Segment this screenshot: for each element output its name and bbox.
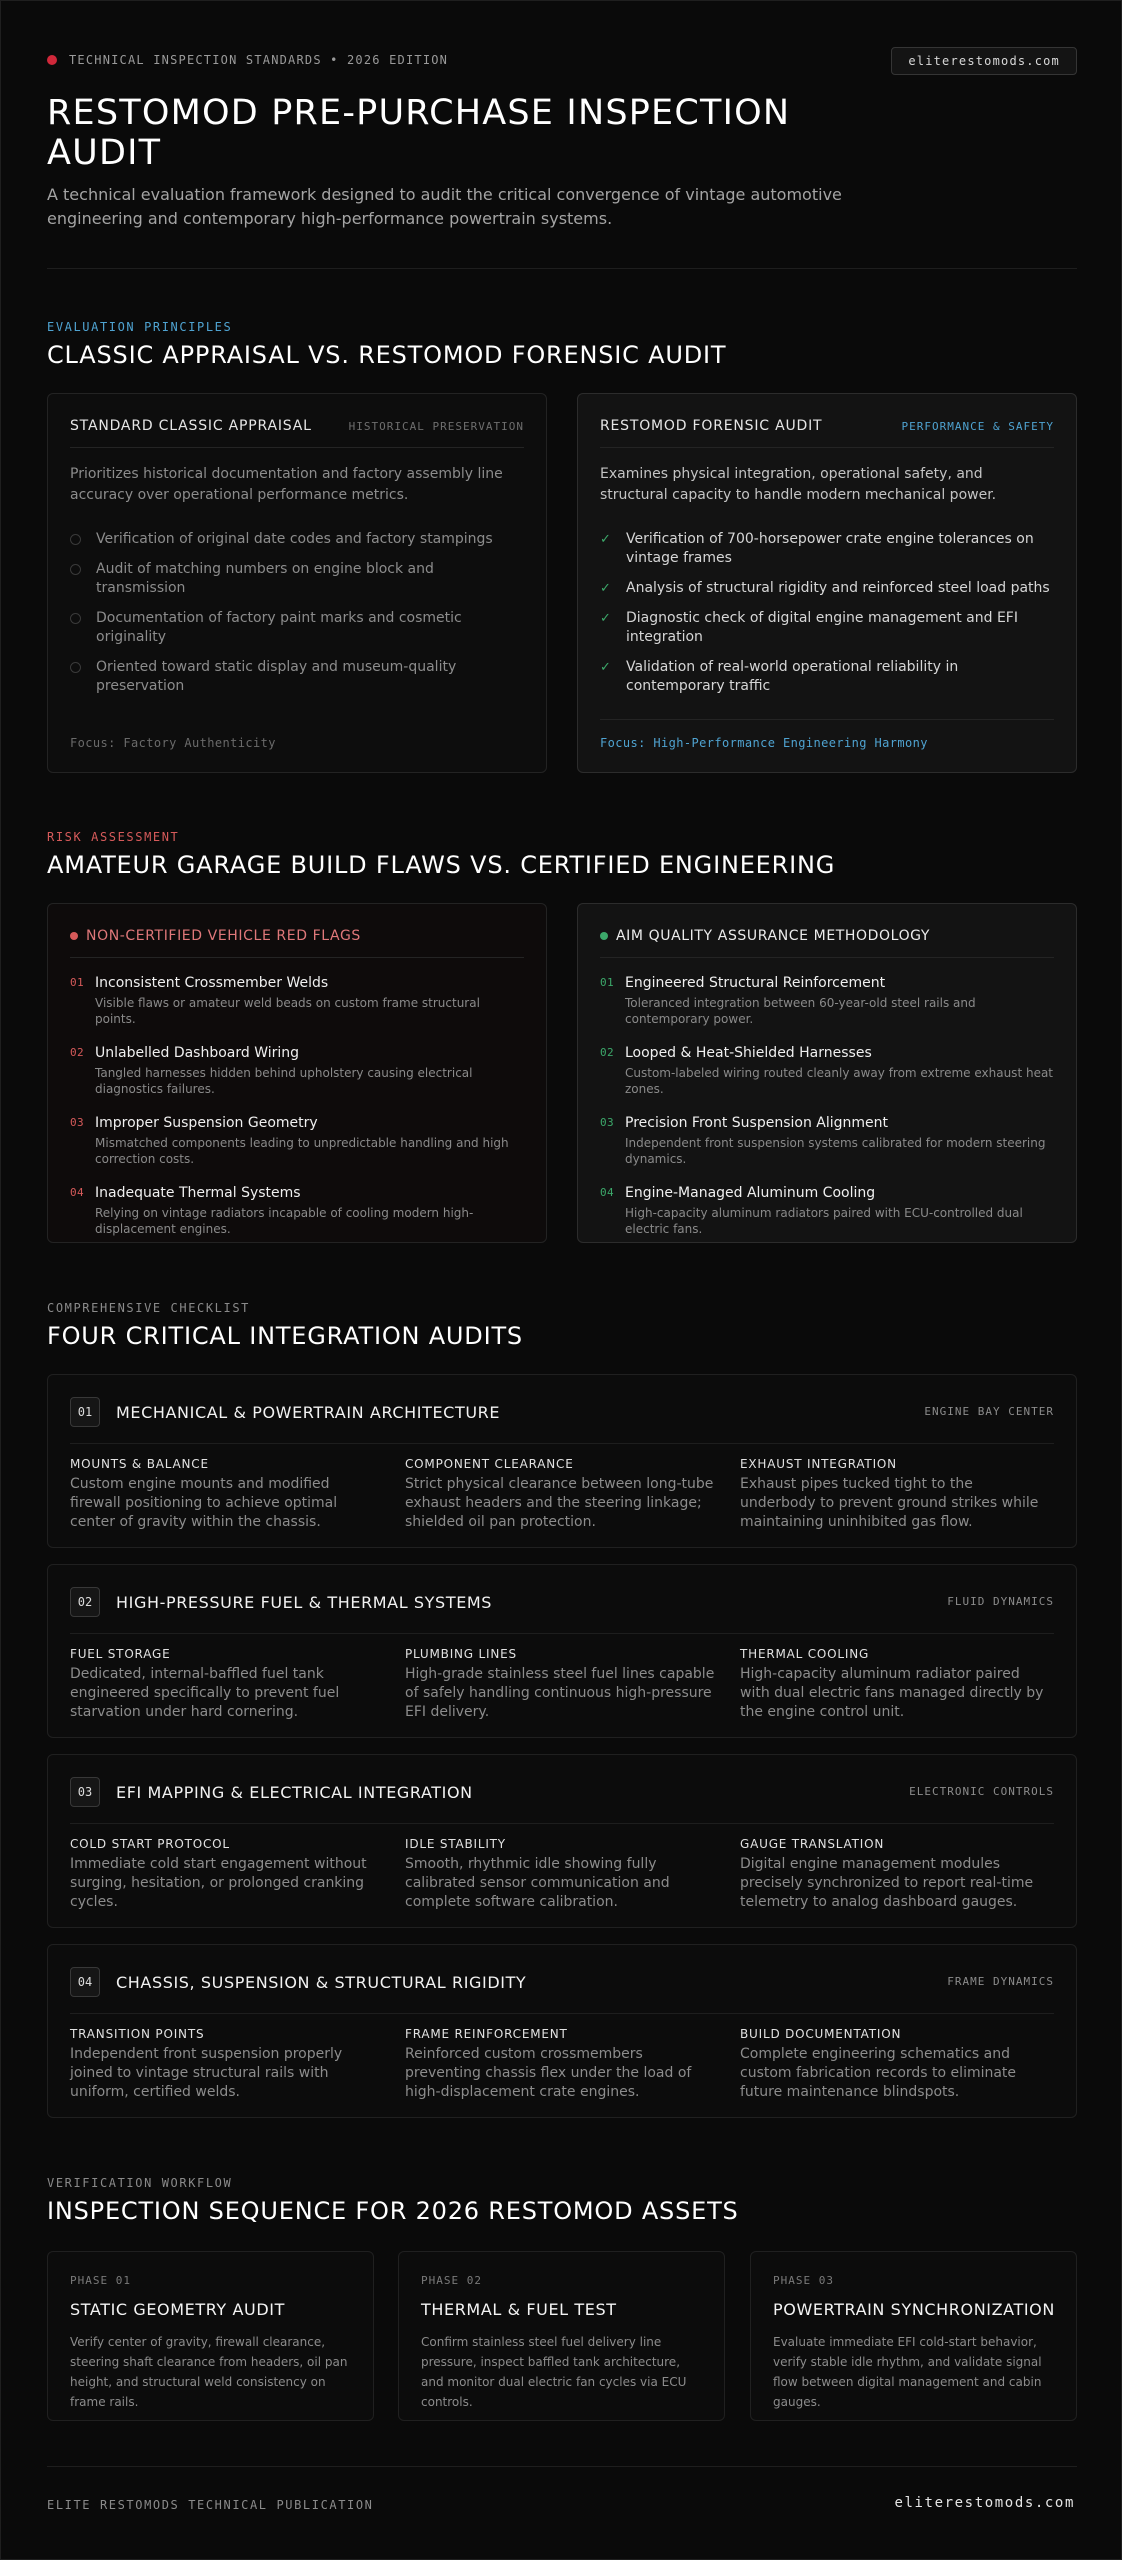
item-name: Engineered Structural Reinforcement [625,975,886,991]
circle-icon [70,613,81,624]
audit-title: EFI MAPPING & ELECTRICAL INTEGRATION [116,1783,473,1802]
column-label: FUEL STORAGE [70,1647,171,1661]
circle-icon [70,534,81,545]
column-text: Strict physical clearance between long-tube exhaust headers and the steering linkage; shielded oil pan protection. [405,1476,714,1530]
assurance-list [600,974,1054,1254]
phase-text: Evaluate immediate EFI cold-start behavior, verify stable idle rhythm, and validate signal flow between digital management and cabin gauges. [773,2335,1042,2409]
list-item [70,1044,524,1097]
phase-title: THERMAL & FUEL TEST [421,2300,617,2319]
panel-header [70,416,524,448]
page-title: RESTOMOD PRE-PURCHASE INSPECTION AUDIT [47,93,791,173]
edition-text: TECHNICAL INSPECTION STANDARDS • 2026 EDITION [69,53,449,67]
item-text: Mismatched components leading to unpredictable handling and high correction costs. [95,1136,509,1166]
phase-title: POWERTRAIN SYNCHRONIZATION [773,2300,1055,2319]
panel-title: RESTOMOD FORENSIC AUDIT [600,418,823,434]
column-label: COMPONENT CLEARANCE [405,1457,574,1471]
item-name: Improper Suspension Geometry [95,1115,318,1131]
principles-title: CLASSIC APPRAISAL VS. RESTOMOD FORENSIC AUDIT [47,341,727,369]
list-item: Verification of original date codes and factory stampings [70,530,524,549]
edition-label [47,53,448,67]
column-text: Immediate cold start engagement without surging, hesitation, or prolonged cranking cycles. [70,1856,367,1910]
list-item: Oriented toward static display and museum-quality preservation [70,658,524,696]
item-name: Looped & Heat-Shielded Harnesses [625,1045,872,1061]
phase-text: Confirm stainless steel fuel delivery line pressure, inspect baffled tank architecture, and monitor dual electric fan cycles via ECU controls. [421,2335,687,2409]
item-text: Relying on vintage radiators incapable of cooling modern high-displacement engines. [95,1206,474,1236]
divider [600,719,1054,720]
list-item [70,974,524,1027]
column-label: GAUGE TRANSLATION [740,1837,885,1851]
panel-description: Prioritizes historical documentation and factory assembly line accuracy over operational performance metrics. [70,466,503,503]
panel-focus: Focus: Factory Authenticity [70,736,276,750]
column-label: FRAME REINFORCEMENT [405,2027,568,2041]
divider [70,1823,1054,1824]
column-label: IDLE STABILITY [405,1837,506,1851]
green-dot-icon [600,932,608,940]
column-text: Reinforced custom crossmembers preventing chassis flex under the load of high-displacement crate engines. [405,2046,692,2100]
item-number: 02 [70,1046,85,1059]
audit-title: CHASSIS, SUSPENSION & STRUCTURAL RIGIDITY [116,1973,527,1992]
domain-badge[interactable]: eliterestomods.com [891,47,1077,75]
column-text: Complete engineering schematics and custom fabrication records to eliminate future maintenance blindspots. [740,2046,1017,2100]
check-icon: ✓ [600,660,611,675]
item-name: Inadequate Thermal Systems [95,1185,301,1201]
workflow-title: INSPECTION SEQUENCE FOR 2026 RESTOMOD ASSETS [47,2197,739,2225]
item-number: 04 [70,1186,85,1199]
red-dot-icon [70,932,78,940]
audit-column [405,1837,715,1912]
divider [70,1443,1054,1444]
list-item [600,974,1054,1027]
audit-card [47,1944,1077,2118]
item-number: 04 [600,1186,615,1199]
audit-number: 04 [70,1967,100,1997]
divider [47,2466,1077,2467]
risk-title: AMATEUR GARAGE BUILD FLAWS VS. CERTIFIED ENGINEERING [47,851,836,879]
page-subtitle: A technical evaluation framework designed to audit the critical convergence of vintage automotive engineering and contemporary high-performance powertrain systems. [47,185,842,228]
top-bar [47,47,1077,75]
list-item: ✓ Analysis of structural rigidity and reinforced steel load paths [600,580,1050,596]
red-dot-icon [47,55,57,65]
list-item [600,1044,1054,1097]
check-icon: ✓ [600,581,611,596]
panel-focus: Focus: High-Performance Engineering Harmony [600,736,928,750]
column-text: High-capacity aluminum radiator paired with dual electric fans managed directly by the engine control unit. [740,1666,1044,1720]
footer-domain-link[interactable]: eliterestomods.com [894,2495,1075,2511]
column-label: BUILD DOCUMENTATION [740,2027,902,2041]
column-text: Dedicated, internal-baffled fuel tank engineered specifically to prevent fuel starvation under hard cornering. [70,1666,340,1720]
audit-tag: ENGINE BAY CENTER [924,1405,1054,1418]
item-text: High-capacity aluminum radiators paired with ECU-controlled dual electric fans. [625,1206,1023,1236]
panel-title: AIM QUALITY ASSURANCE METHODOLOGY [616,927,931,944]
audit-tag: FLUID DYNAMICS [947,1595,1054,1608]
column-label: PLUMBING LINES [405,1647,517,1661]
panel-header [600,926,1054,958]
column-text: Custom engine mounts and modified firewall positioning to achieve optimal center of gravity within the chassis. [70,1476,338,1530]
audit-column [740,2027,1050,2102]
audit-number: 01 [70,1397,100,1427]
checklist-eyebrow: COMPREHENSIVE CHECKLIST [47,1301,250,1315]
audit-number: 03 [70,1777,100,1807]
forensic-audit-panel [577,393,1077,773]
standard-checklist [70,530,524,707]
audit-title: HIGH-PRESSURE FUEL & THERMAL SYSTEMS [116,1593,493,1612]
column-label: COLD START PROTOCOL [70,1837,230,1851]
item-name: Engine-Managed Aluminum Cooling [625,1185,876,1201]
column-label: EXHAUST INTEGRATION [740,1457,897,1471]
item-text: Visible flaws or amateur weld beads on custom frame structural points. [95,996,480,1026]
phase-card [398,2251,725,2421]
divider [70,1633,1054,1634]
column-text: Independent front suspension properly joined to vintage structural rails with uniform, certified welds. [70,2046,343,2100]
audit-tag: FRAME DYNAMICS [947,1975,1054,1988]
panel-title: NON-CERTIFIED VEHICLE RED FLAGS [86,927,361,944]
panel-header [70,926,524,958]
standard-appraisal-panel [47,393,547,773]
phase-card [47,2251,374,2421]
item-name: Precision Front Suspension Alignment [625,1115,889,1131]
footer-publication: ELITE RESTOMODS TECHNICAL PUBLICATION [47,2498,374,2512]
panel-header [600,416,1054,448]
audit-title: MECHANICAL & POWERTRAIN ARCHITECTURE [116,1403,501,1422]
panel-description: Examines physical integration, operational safety, and structural capacity to handle modern mechanical power. [600,466,997,503]
column-label: MOUNTS & BALANCE [70,1457,209,1471]
audit-tag: ELECTRONIC CONTROLS [909,1785,1054,1798]
item-name: Inconsistent Crossmember Welds [95,975,329,991]
phase-label: PHASE 01 [70,2274,131,2287]
list-item: Audit of matching numbers on engine block and transmission [70,560,524,598]
audit-column [70,1837,380,1912]
column-label: THERMAL COOLING [740,1647,870,1661]
list-item: Documentation of factory paint marks and cosmetic originality [70,609,524,647]
item-number: 03 [70,1116,85,1129]
audit-number: 02 [70,1587,100,1617]
audit-card [47,1374,1077,1548]
column-text: Digital engine management modules precisely synchronized to report real-time telemetry to analog dashboard gauges. [740,1856,1034,1910]
audit-column [70,2027,380,2102]
item-text: Tangled harnesses hidden behind upholstery causing electrical diagnostics failures. [95,1066,473,1096]
check-icon: ✓ [600,532,611,547]
divider [70,2013,1054,2014]
audit-card [47,1754,1077,1928]
audit-column [70,1647,380,1722]
panel-tag: HISTORICAL PRESERVATION [348,420,524,433]
audit-column [405,1647,715,1722]
audit-column [740,1837,1050,1912]
panel-tag: PERFORMANCE & SAFETY [901,420,1054,433]
item-number: 02 [600,1046,615,1059]
column-text: Exhaust pipes tucked tight to the underbody to prevent ground strikes while maintaining uninhibited gas flow. [740,1476,1039,1530]
list-item: ✓ Validation of real-world operational reliability in contemporary traffic [600,659,959,694]
panel-title: STANDARD CLASSIC APPRAISAL [70,418,312,434]
list-item [600,1184,1054,1237]
column-label: TRANSITION POINTS [70,2027,205,2041]
audit-card [47,1564,1077,1738]
audit-column [70,1457,380,1532]
principles-eyebrow: EVALUATION PRINCIPLES [47,320,233,334]
circle-icon [70,662,81,673]
item-number: 01 [600,976,615,989]
risk-eyebrow: RISK ASSESSMENT [47,830,180,844]
checklist-title: FOUR CRITICAL INTEGRATION AUDITS [47,1322,523,1350]
phase-label: PHASE 02 [421,2274,482,2287]
audit-column [740,1457,1050,1532]
divider [47,268,1077,269]
phase-title: STATIC GEOMETRY AUDIT [70,2300,285,2319]
quality-assurance-panel [577,903,1077,1243]
item-number: 01 [70,976,85,989]
list-item [70,1114,524,1167]
column-text: Smooth, rhythmic idle showing fully calibrated sensor communication and complete software calibration. [405,1856,670,1910]
workflow-eyebrow: VERIFICATION WORKFLOW [47,2176,233,2190]
item-text: Custom-labeled wiring routed cleanly away from extreme exhaust heat zones. [625,1066,1054,1096]
phase-label: PHASE 03 [773,2274,834,2287]
audit-column [405,2027,715,2102]
list-item [600,1114,1054,1167]
list-item [70,1184,524,1237]
list-item: ✓ Verification of 700-horsepower crate engine tolerances on vintage frames [600,531,1034,566]
audit-column [405,1457,715,1532]
audit-column [740,1647,1050,1722]
column-text: High-grade stainless steel fuel lines capable of safely handling continuous high-pressure EFI delivery. [405,1666,715,1720]
item-text: Independent front suspension systems calibrated for modern steering dynamics. [625,1136,1046,1166]
forensic-checklist [600,530,1054,707]
red-flags-panel [47,903,547,1243]
item-text: Toleranced integration between 60-year-old steel rails and contemporary power. [625,996,976,1026]
phase-text: Verify center of gravity, firewall clearance, steering shaft clearance from headers, oil pan height, and structural weld consistency on frame rails. [70,2335,348,2409]
item-number: 03 [600,1116,615,1129]
red-flags-list [70,974,524,1254]
item-name: Unlabelled Dashboard Wiring [95,1045,300,1061]
phase-card [750,2251,1077,2421]
list-item: ✓ Diagnostic check of digital engine management and EFI integration [600,610,1018,645]
circle-icon [70,564,81,575]
check-icon: ✓ [600,611,611,626]
